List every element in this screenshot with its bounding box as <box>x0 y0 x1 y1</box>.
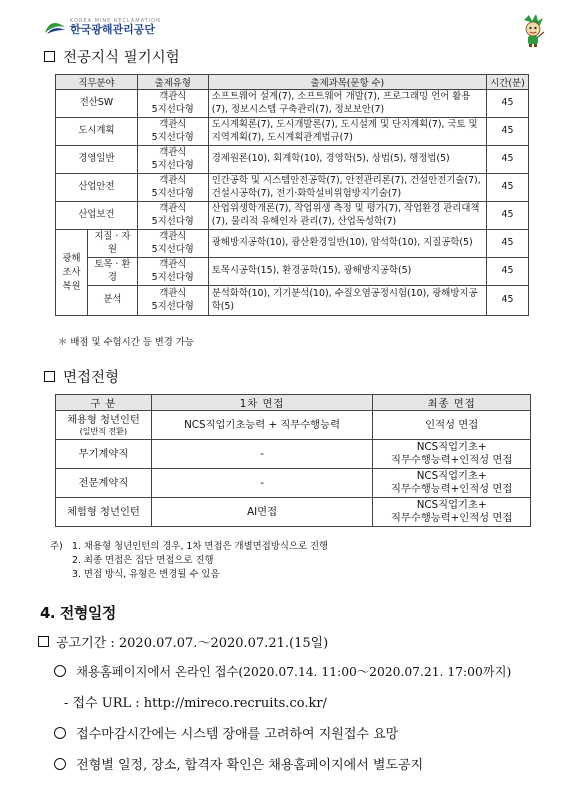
table-header-row <box>56 75 529 90</box>
header-first-interview: 1차 면접 <box>151 395 373 411</box>
cell-time: 45 <box>487 118 529 146</box>
cell-first: - <box>151 440 373 469</box>
cell-type: 객관식 5지선다형 <box>137 258 208 286</box>
interview-note: 1. 채용형 청년인턴의 경우, 1차 면접은 개별면접방식으로 진행 <box>72 541 329 552</box>
cell-field: 전산SW <box>56 90 138 118</box>
schedule-heading: 4. 전형일정 <box>40 604 116 622</box>
cell-subjects: 분석화학(10), 기기분석(10), 수질오염공정시험(10), 광해방지공학(5) <box>208 286 486 316</box>
cell-type: 객관식 5지선다형 <box>137 286 208 316</box>
cell-field: 도시계획 <box>56 118 138 146</box>
table-row <box>56 469 531 498</box>
checkbox-icon <box>38 636 49 647</box>
schedule-url: - 접수 URL : http://mireco.recruits.co.kr/ <box>64 696 327 711</box>
cell-type: 객관식 5지선다형 <box>137 146 208 174</box>
table-header-row <box>56 395 531 411</box>
logo-subtitle: KOREA MINE RECLAMATION <box>70 18 161 24</box>
interview-heading: 면접전형 <box>44 366 119 387</box>
cell-final: 인적성 면접 <box>373 411 531 440</box>
written-exam-table <box>55 74 529 316</box>
cell-time: 45 <box>487 286 529 316</box>
table-row <box>56 230 529 258</box>
logo-mark-icon <box>44 19 66 35</box>
cell-time: 45 <box>487 174 529 202</box>
notes-prefix: 주) <box>50 541 63 552</box>
cell-subjects: 소프트웨어 설계(7), 소프트웨어 개발(7), 프로그래밍 언어 활용(7), 정보시스템 구축관리(7), 정보보안(7) <box>208 90 486 118</box>
cell-category <box>56 411 152 440</box>
header-time: 시간(분) <box>487 75 529 90</box>
interview-table <box>55 394 531 527</box>
table-row <box>56 118 529 146</box>
interview-note: 3. 면접 방식, 유형은 변경될 수 있음 <box>72 569 220 580</box>
header-field: 직무분야 <box>56 75 138 90</box>
table-row <box>56 440 531 469</box>
cell-first: NCS직업기초능력 + 직무수행능력 <box>151 411 373 440</box>
cell-time: 45 <box>487 258 529 286</box>
mascot-icon <box>520 14 546 48</box>
checkbox-icon <box>44 371 55 382</box>
table-row <box>56 202 529 230</box>
cell-field: 지질 · 자원 <box>87 230 137 258</box>
table-row <box>56 286 529 316</box>
cell-time: 45 <box>487 202 529 230</box>
category-sublabel: (일반직 전환) <box>79 426 128 436</box>
header-subjects: 출제과목(문항 수) <box>208 75 486 90</box>
announcement-period: 공고기간 : 2020.07.07.～2020.07.21.(15일) <box>38 632 328 651</box>
cell-final: NCS직업기초+ 직무수행능력+인적성 면접 <box>373 440 531 469</box>
cell-final: NCS직업기초+ 직무수행능력+인적성 면접 <box>373 469 531 498</box>
cell-field: 토목 · 환경 <box>87 258 137 286</box>
circle-bullet-icon <box>54 665 66 677</box>
schedule-item: 접수마감시간에는 시스템 장애를 고려하여 지원접수 요망 <box>54 723 398 742</box>
table-row <box>56 174 529 202</box>
cell-time: 45 <box>487 146 529 174</box>
table-row <box>56 258 529 286</box>
cell-subjects: 인간공학 및 시스템안전공학(7), 안전관리론(7), 건설안전기술(7), 건설시공학(7), 전기·화학설비위험방지기술(7) <box>208 174 486 202</box>
cell-field: 경영일반 <box>56 146 138 174</box>
cell-field: 산업보건 <box>56 202 138 230</box>
cell-time: 45 <box>487 230 529 258</box>
schedule-item: 채용홈페이지에서 온라인 접수(2020.07.14. 11:00～2020.07.21. 17:00까지) <box>54 662 511 680</box>
cell-type: 객관식 5지선다형 <box>137 202 208 230</box>
cell-category: 체험형 청년인턴 <box>56 498 152 527</box>
table-row <box>56 498 531 527</box>
cell-first: AI면접 <box>151 498 373 527</box>
cell-type: 객관식 5지선다형 <box>137 118 208 146</box>
interview-note: 2. 최종 면접은 집단 면접으로 진행 <box>72 555 214 566</box>
written-exam-note: ＊ 배점 및 수험시간 등 변경 가능 <box>58 337 194 348</box>
checkbox-icon <box>44 51 55 62</box>
category-label: 채용형 청년인턴 <box>66 413 140 426</box>
cell-field: 산업안전 <box>56 174 138 202</box>
cell-subjects: 도시계획론(7), 도시개발론(7), 도시설계 및 단지계획(7), 국토 및 지역계획(7), 도시계획관계법규(7) <box>208 118 486 146</box>
cell-first: - <box>151 469 373 498</box>
cell-type: 객관식 5지선다형 <box>137 230 208 258</box>
cell-field: 분석 <box>87 286 137 316</box>
header-final-interview: 최종 면접 <box>373 395 531 411</box>
header-type: 출제유형 <box>137 75 208 90</box>
schedule-item: 전형별 일정, 장소, 합격자 확인은 채용홈페이지에서 별도공지 <box>54 754 423 773</box>
table-row <box>56 411 531 440</box>
cell-type: 객관식 5지선다형 <box>137 174 208 202</box>
cell-category: 전문계약직 <box>56 469 152 498</box>
cell-subjects: 경제원론(10), 회계학(10), 경영학(5), 상법(5), 행정법(5) <box>208 146 486 174</box>
header-category: 구 분 <box>56 395 152 411</box>
logo-title: 한국광해관리공단 <box>70 23 156 36</box>
cell-subjects: 토목시공학(15), 환경공학(15), 광해방지공학(5) <box>208 258 486 286</box>
cell-final: NCS직업기초+ 직무수행능력+인적성 면접 <box>373 498 531 527</box>
cell-subjects: 산업위생학개론(7), 작업위생 측정 및 평가(7), 작업환경 관리대책(7), 물리적 유해인자 관리(7), 산업독성학(7) <box>208 202 486 230</box>
company-logo <box>44 18 161 36</box>
circle-bullet-icon <box>54 758 66 770</box>
cell-type: 객관식 5지선다형 <box>137 90 208 118</box>
cell-category: 무기계약직 <box>56 440 152 469</box>
written-exam-heading: 전공지식 필기시험 <box>44 46 180 67</box>
cell-time: 45 <box>487 90 529 118</box>
circle-bullet-icon <box>54 727 66 739</box>
table-row <box>56 90 529 118</box>
cell-group-label: 광해 조사 복원 <box>56 230 88 316</box>
cell-subjects: 광해방지공학(10), 광산환경일반(10), 암석학(10), 지질공학(5) <box>208 230 486 258</box>
table-row <box>56 146 529 174</box>
